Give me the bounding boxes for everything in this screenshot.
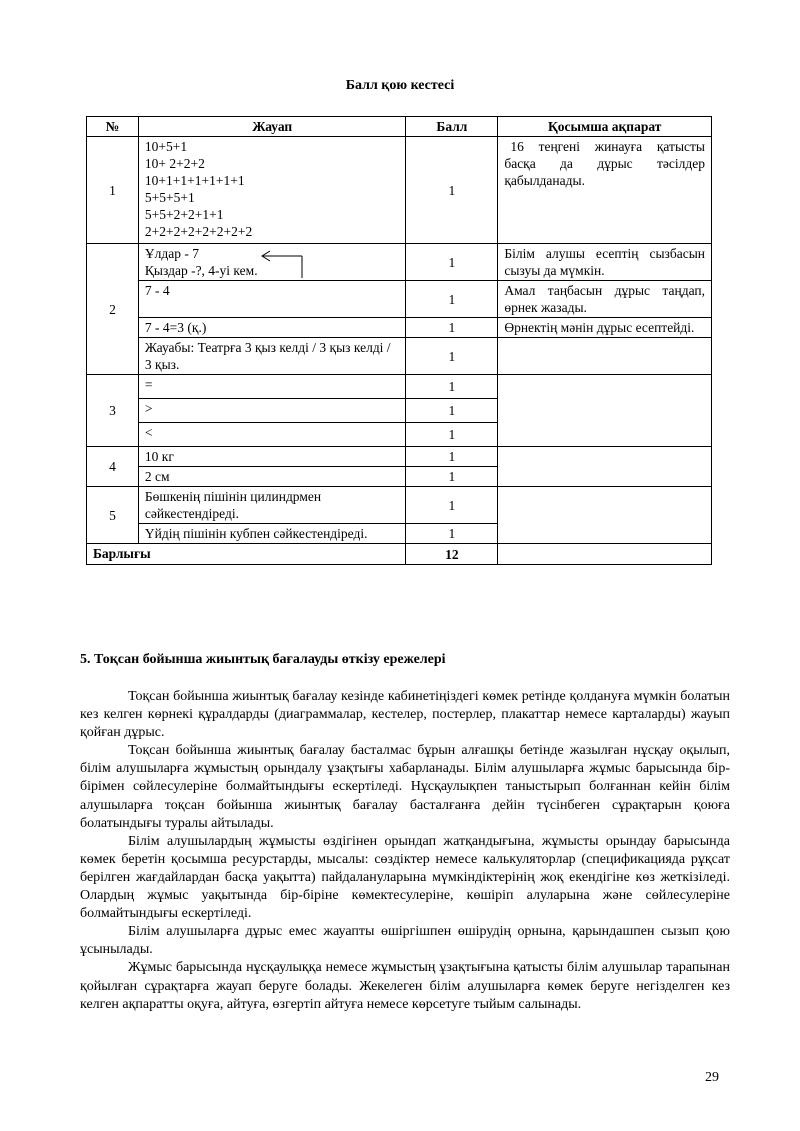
table-header-row bbox=[87, 117, 712, 137]
paragraph: Тоқсан бойынша жиынтық бағалау кезінде кабинетіңіздегі көмек ретінде қолдануға мүмкін болатын кез келген көрнекі құралдарды (диаграммалар, кестелер, постерлер, плакаттар немесе карталарды) жауып қойған дұрыс. bbox=[80, 689, 730, 741]
points-cell: 1 bbox=[406, 467, 498, 487]
answer-cell: Бөшкенің пішінін цилиндрмен сәйкестендіреді. bbox=[138, 487, 406, 524]
paragraph: Жұмыс барысында нұсқаулыққа немесе жұмыстың ұзақтығына қатысты білім алушылар тарапынан қойылған сұрақтарға жауап беруге болады. Жекелеген білім алушыларға көмек беруге негізделген кез келген ақпаратты оқуға, айтуға, өзгертіп айтуға немесе көрсетуге тыйым салынады. bbox=[80, 960, 730, 1012]
task-number: 4 bbox=[87, 447, 139, 487]
answer-cell: Жауабы: Театрға 3 қыз келді / 3 қыз келді / 3 қыз. bbox=[138, 338, 406, 375]
answer-line: 5+5+5+1 bbox=[144, 190, 195, 205]
info-cell bbox=[498, 447, 712, 487]
page-number: 29 bbox=[705, 1070, 719, 1085]
info-cell bbox=[498, 338, 712, 375]
answer-cell: 7 - 4 bbox=[138, 281, 406, 318]
answer-cell: Үйдің пішінін кубпен сәйкестендіреді. bbox=[138, 524, 406, 544]
points-cell: 1 bbox=[406, 281, 498, 318]
table-row bbox=[87, 487, 712, 524]
points-cell: 1 bbox=[406, 524, 498, 544]
points-cell: 1 bbox=[406, 375, 498, 399]
info-cell: Білім алушы есептің сызбасын сызуы да мүмкін. bbox=[498, 244, 712, 281]
arrow-icon bbox=[258, 248, 310, 282]
task-number: 3 bbox=[87, 375, 139, 447]
points-cell: 1 bbox=[406, 338, 498, 375]
score-table bbox=[86, 116, 712, 565]
points-cell: 1 bbox=[406, 244, 498, 281]
task-number: 2 bbox=[87, 244, 139, 375]
answer-cell: 2 см bbox=[138, 467, 406, 487]
points-cell: 1 bbox=[406, 487, 498, 524]
answer-cell: = bbox=[138, 375, 406, 399]
task-number: 5 bbox=[87, 487, 139, 544]
answer-cell: 10 кг bbox=[138, 447, 406, 467]
points-cell: 1 bbox=[406, 318, 498, 338]
answer-line: 5+5+2+2+1+1 bbox=[144, 207, 224, 222]
table-row bbox=[87, 318, 712, 338]
total-points: 12 bbox=[406, 544, 498, 565]
section-title: 5. Тоқсан бойынша жиынтық бағалауды өткізу ережелері bbox=[80, 652, 446, 667]
info-cell bbox=[498, 487, 712, 544]
answer-cell bbox=[138, 137, 406, 244]
page-title: Балл қою кестесі bbox=[345, 78, 455, 93]
answer-line: Ұлдар - 7 bbox=[144, 246, 200, 261]
total-label: Барлығы bbox=[87, 544, 406, 565]
answer-line: 10+1+1+1+1+1+1 bbox=[144, 173, 245, 188]
table-row bbox=[87, 281, 712, 318]
paragraph: Білім алушыларға дұрыс емес жауапты өшіргішпен өшірудің орнына, қарындашпен сызып қою ұсынылады. bbox=[80, 924, 730, 958]
total-info-cell bbox=[498, 544, 712, 565]
table-row bbox=[87, 375, 712, 399]
answer-line: 10+ 2+2+2 bbox=[144, 156, 205, 171]
table-row bbox=[87, 338, 712, 375]
table-row bbox=[87, 447, 712, 467]
answer-cell: > bbox=[138, 399, 406, 423]
points-cell: 1 bbox=[406, 447, 498, 467]
answer-line: 2+2+2+2+2+2+2+2 bbox=[144, 224, 253, 239]
table-row bbox=[87, 244, 712, 281]
answer-line: 10+5+1 bbox=[144, 139, 188, 154]
table-row bbox=[87, 137, 712, 244]
header-number: № bbox=[87, 117, 139, 137]
paragraph: Тоқсан бойынша жиынтық бағалау басталмас бұрын алғашқы бетінде жазылған нұсқау оқылып, білім алушыларға жұмыстың орындалу ұзақтығы хабарланады. Білім алушыларға жұмыс барысында бір-бірімен сөйлесулеріне болмайтындығы ескертіледі. Нұсқаулықпен таныстырып болғаннан кейін білім алушыларға тоқсан бойынша жиынтық бағалау басталғанға дейін түсінбеген сұрақтарын қоюға болатындығы туралы айтылады. bbox=[80, 743, 730, 831]
answer-cell: < bbox=[138, 423, 406, 447]
body-text bbox=[80, 688, 730, 1014]
info-cell bbox=[498, 375, 712, 447]
paragraph: Білім алушылардың жұмысты өздігінен орындап жатқандығына, жұмысты орындау барысында көмек беретін қосымша ресурстарды, мысалы: сөздіктер немесе калькуляторлар (спецификацияда рұқсат берілген жағдайлардан басқа уақытта) пайдалануларына мүмкіндіктерінің жоқ екендігіне көз жеткізіледі. Олардың жұмыс уақытында бір-біріне көмектесулеріне, көшіріп алуларына және сөйлесулеріне болмайтындығы ескертіледі. bbox=[80, 833, 730, 922]
header-info: Қосымша ақпарат bbox=[498, 117, 712, 137]
task-number: 1 bbox=[87, 137, 139, 244]
header-points: Балл bbox=[406, 117, 498, 137]
points-cell: 1 bbox=[406, 137, 498, 244]
info-cell: 16 теңгені жинауға қатысты басқа да дұрыс тәсілдер қабылданады. bbox=[498, 137, 712, 244]
points-cell: 1 bbox=[406, 399, 498, 423]
points-cell: 1 bbox=[406, 423, 498, 447]
total-row bbox=[87, 544, 712, 565]
answer-cell: 7 - 4=3 (қ.) bbox=[138, 318, 406, 338]
answer-line: Қыздар -?, 4-уі кем. bbox=[144, 263, 258, 278]
info-cell: Өрнектің мәнін дұрыс есептейді. bbox=[498, 318, 712, 338]
info-cell: Амал таңбасын дұрыс таңдап, өрнек жазады. bbox=[498, 281, 712, 318]
header-answer: Жауап bbox=[138, 117, 406, 137]
